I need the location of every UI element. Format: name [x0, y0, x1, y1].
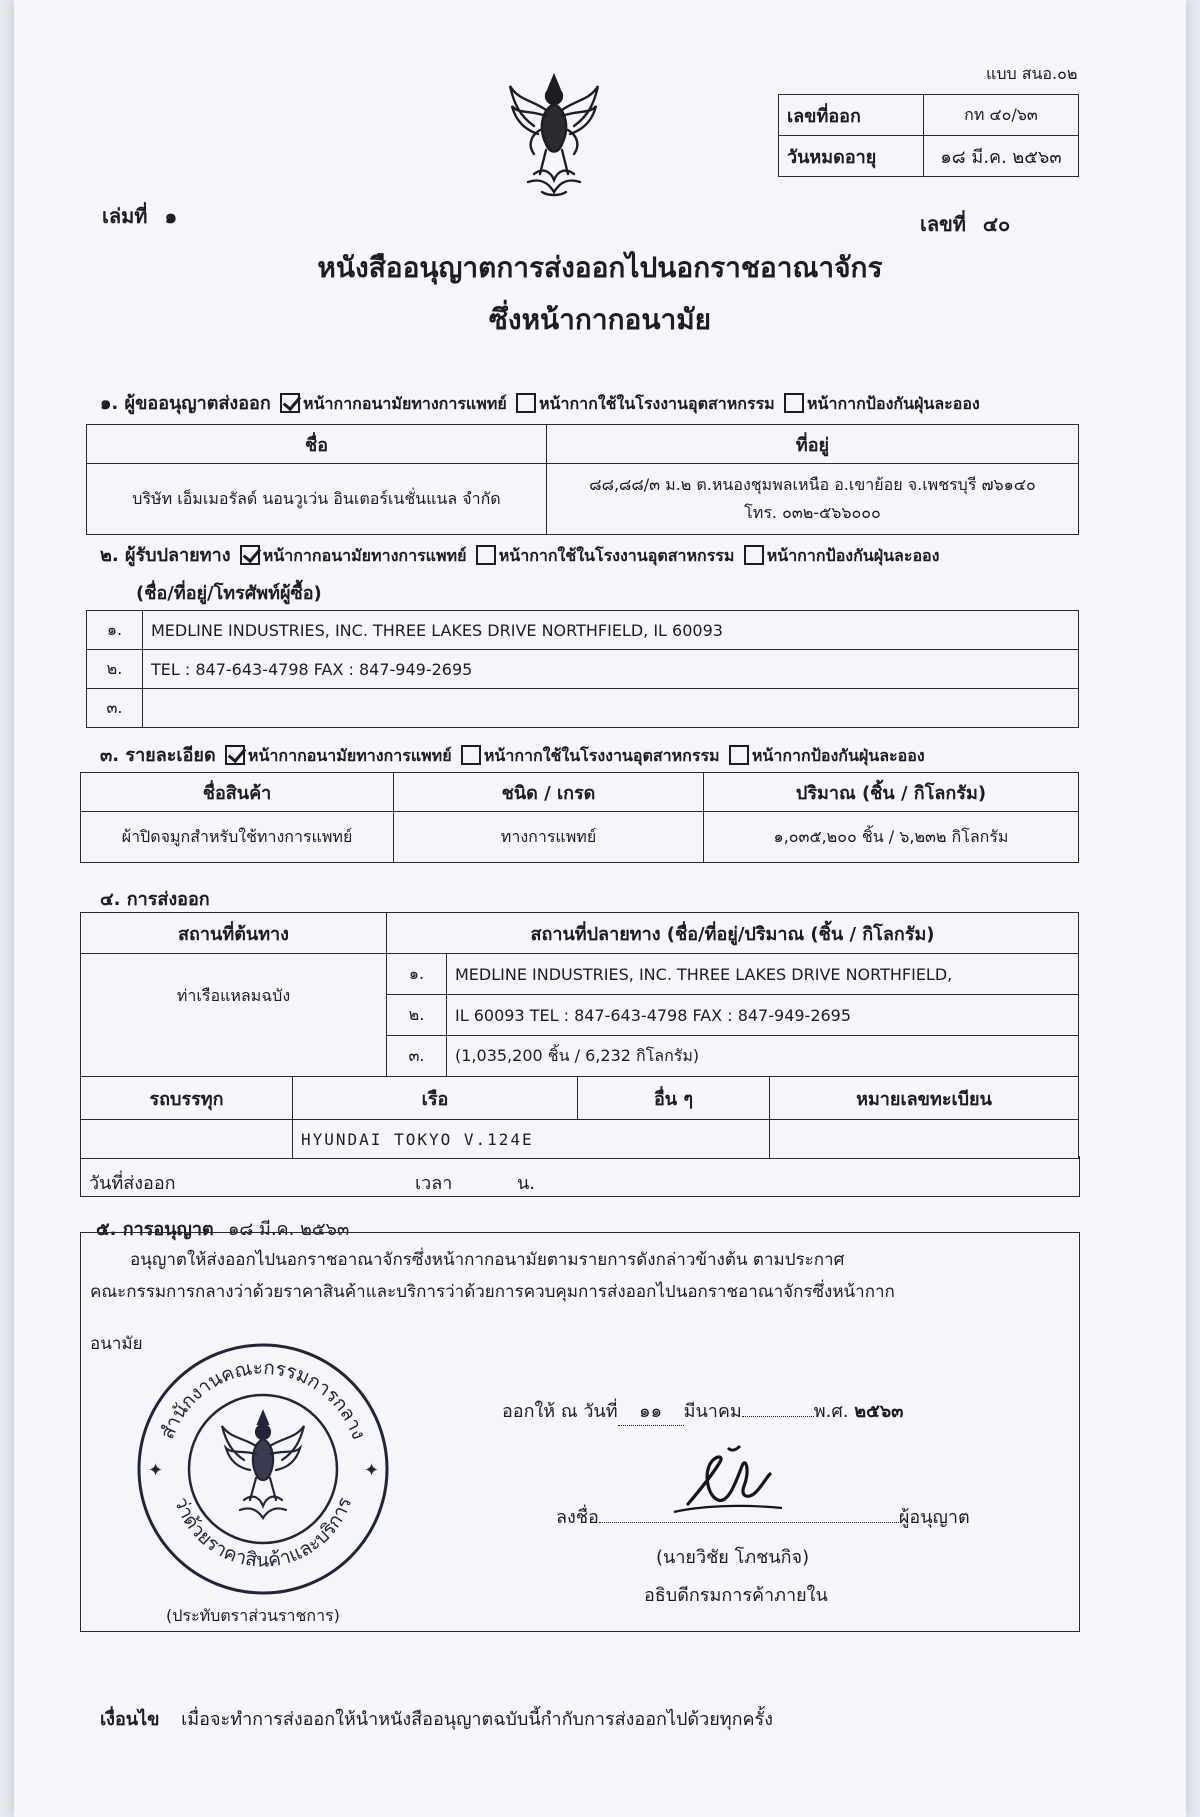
row-number: ๑. [387, 954, 447, 995]
consignee-row [87, 689, 1079, 728]
product-grade: ทางการแพทย์ [394, 812, 704, 863]
svg-text:✦: ✦ [364, 1460, 380, 1481]
seal-text-top: สำนักงานคณะกรรมการกลาง [156, 1356, 370, 1443]
permission-para-1: อนุญาตให้ส่งออกไปนอกราชอาณาจักรซึ่งหน้ากากอนามัยตามรายการดังกล่าวข้างต้น ตามประกาศ [130, 1250, 845, 1270]
number-label: เลขที่ [920, 212, 966, 236]
time-unit: น. [517, 1173, 536, 1194]
export-date-label: วันที่ส่งออก [89, 1173, 176, 1194]
origin-header: สถานที่ต้นทาง [81, 913, 387, 954]
row-number: ๒. [87, 650, 143, 689]
name-header: ชื่อ [87, 425, 547, 464]
applicant-address [547, 464, 1079, 535]
product-quantity: ๑,๐๓๕,๒๐๐ ชิ้น / ๖,๒๓๒ กิโลกรัม [704, 812, 1079, 863]
permission-para-3: อนามัย [90, 1334, 143, 1354]
section3-table [80, 772, 1079, 863]
government-seal-icon [132, 1338, 394, 1600]
row-number: ๓. [87, 689, 143, 728]
row-number: ๑. [87, 611, 143, 650]
truck-header: รถบรรทุก [81, 1077, 293, 1120]
other-header: อื่น ๆ [578, 1077, 770, 1120]
product-header: ชื่อสินค้า [81, 773, 394, 812]
issued-date-line [502, 1396, 903, 1426]
option-dust: หน้ากากป้องกันฝุ่นละออง [806, 394, 980, 413]
form-code: แบบ สนอ.๐๒ [986, 64, 1078, 83]
export-date-row [80, 1156, 1080, 1197]
row-number: ๓. [387, 1036, 447, 1077]
seal-caption: (ประทับตราส่วนราชการ) [166, 1606, 340, 1625]
checkbox-medical-checked-icon [225, 745, 245, 765]
row-number: ๒. [387, 995, 447, 1036]
title-line-1: หนังสืออนุญาตการส่งออกไปนอกราชอาณาจักร [317, 251, 883, 284]
section4-label: ๔. การส่งออก [100, 889, 210, 910]
checkbox-dust-icon [784, 393, 804, 413]
section4-table [80, 912, 1079, 1077]
option-dust: หน้ากากป้องกันฝุ่นละออง [766, 546, 940, 565]
book-label: เล่มที่ [102, 204, 148, 228]
section5-label: ๕. การอนุญาต [96, 1219, 214, 1240]
address-header: ที่อยู่ [547, 425, 1079, 464]
section2-sub: (ชื่อ/ที่อยู่/โทรศัพท์ผู้ซื้อ) [136, 583, 322, 604]
section2-table [86, 610, 1079, 728]
condition-text: เมื่อจะทำการส่งออกให้นำหนังสืออนุญาตฉบับนี้กำกับการส่งออกไปด้วยทุกครั้ง [181, 1709, 774, 1730]
destination-line: (1,035,200 ชิ้น / 6,232 กิโลกรัม) [447, 1036, 1079, 1077]
section3-heading [100, 740, 925, 769]
consignee-line [143, 689, 1079, 728]
address-line-2: โทร. ๐๓๒-๕๖๖๐๐๐ [744, 503, 881, 522]
garuda-emblem-icon [506, 70, 602, 202]
condition-line [100, 1704, 773, 1733]
registration-header: หมายเลขทะเบียน [770, 1077, 1079, 1120]
svg-text:✦: ✦ [148, 1460, 164, 1481]
checkbox-medical-checked-icon [240, 545, 260, 565]
destination-line: MEDLINE INDUSTRIES, INC. THREE LAKES DRIVE NORTHFIELD, [447, 954, 1079, 995]
checkbox-medical-checked-icon [280, 393, 300, 413]
section3-label: ๓. รายละเอียด [100, 745, 216, 766]
origin-value: ท่าเรือแหลมฉบัง [81, 954, 387, 1077]
number-value: ๔๐ [982, 212, 1011, 236]
destination-line: IL 60093 TEL : 847-643-4798 FAX : 847-949-2695 [447, 995, 1079, 1036]
consignee-line: MEDLINE INDUSTRIES, INC. THREE LAKES DRIVE NORTHFIELD, IL 60093 [143, 611, 1079, 650]
consignee-row [87, 611, 1079, 650]
section1-label: ๑. ผู้ขออนุญาตส่งออก [100, 393, 271, 414]
section1-heading [100, 388, 980, 417]
option-industrial: หน้ากากใช้ในโรงงานอุตสาหกรรม [538, 394, 775, 413]
permit-document [14, 0, 1186, 1817]
address-line-1: ๘๘,๘๘/๓ ม.๒ ต.หนองชุมพลเหนือ อ.เขาย้อย จ.เพชรบุรี ๗๖๑๔๐ [589, 475, 1036, 494]
issue-no-value: กท ๔๐/๖๓ [924, 95, 1079, 136]
sign-line [556, 1502, 970, 1531]
option-industrial: หน้ากากใช้ในโรงงานอุตสาหกรรม [498, 546, 735, 565]
given-year-prefix: พ.ศ. [813, 1401, 849, 1422]
signer-name: (นายวิชัย โภชนกิจ) [656, 1547, 810, 1568]
book-value: ๑ [164, 204, 178, 228]
section2-label: ๒. ผู้รับปลายทาง [100, 545, 231, 566]
product-name: ผ้าปิดจมูกสำหรับใช้ทางการแพทย์ [81, 812, 394, 863]
given-day: ๑๑ [618, 1396, 684, 1426]
permission-para-2: คณะกรรมการกลางว่าด้วยราคาสินค้าและบริการว่าด้วยการควบคุมการส่งออกไปนอกราชอาณาจักรซึ่งหน้ากาก [90, 1282, 895, 1302]
doc-number [920, 208, 1010, 240]
checkbox-dust-icon [729, 745, 749, 765]
section1-table [86, 424, 1079, 535]
time-label: เวลา [415, 1173, 453, 1194]
quantity-header: ปริมาณ (ชิ้น / กิโลกรัม) [704, 773, 1079, 812]
expiry-label: วันหมดอายุ [779, 136, 924, 177]
option-medical: หน้ากากอนามัยทางการแพทย์ [262, 546, 467, 565]
expiry-value: ๑๘ มี.ค. ๒๕๖๓ [924, 136, 1079, 177]
seal-text-bottom: ว่าด้วยราคาสินค้าและบริการ [169, 1494, 357, 1572]
approver-label: ผู้อนุญาต [898, 1507, 970, 1528]
checkbox-industrial-icon [461, 745, 481, 765]
signer-title: อธิบดีกรมการค้าภายใน [644, 1585, 828, 1606]
title-line-2: ซึ่งหน้ากากอนามัย [488, 303, 712, 336]
condition-label: เงื่อนไข [100, 1709, 160, 1730]
book-number [102, 200, 177, 232]
applicant-name: บริษัท เอ็มเมอรัลด์ นอนวูเว่น อินเตอร์เนชั่นแนล จำกัด [87, 464, 547, 535]
ship-value: HYUNDAI TOKYO V.124E [293, 1120, 770, 1159]
section2-heading [100, 540, 939, 569]
transport-table [80, 1076, 1079, 1159]
registration-value [770, 1120, 1079, 1159]
checkbox-industrial-icon [516, 393, 536, 413]
given-prefix: ออกให้ ณ วันที่ [502, 1401, 618, 1422]
section5-date: ๑๘ มี.ค. ๒๕๖๓ [227, 1219, 350, 1240]
issue-no-label: เลขที่ออก [779, 95, 924, 136]
destination-header: สถานที่ปลายทาง (ชื่อ/ที่อยู่/ปริมาณ (ชิ้น / กิโลกรัม) [387, 913, 1079, 954]
truck-value [81, 1120, 293, 1159]
given-month: มีนาคม [683, 1401, 742, 1422]
grade-header: ชนิด / เกรด [394, 773, 704, 812]
option-medical: หน้ากากอนามัยทางการแพทย์ [303, 394, 507, 413]
consignee-line: TEL : 847-643-4798 FAX : 847-949-2695 [143, 650, 1079, 689]
given-year: ๒๕๖๓ [854, 1401, 904, 1422]
option-medical: หน้ากากอนามัยทางการแพทย์ [247, 746, 452, 765]
issue-box [778, 94, 1079, 177]
consignee-row [87, 650, 1079, 689]
checkbox-dust-icon [744, 545, 764, 565]
checkbox-industrial-icon [476, 545, 496, 565]
ship-header: เรือ [293, 1077, 578, 1120]
sign-label: ลงชื่อ [556, 1507, 599, 1528]
option-industrial: หน้ากากใช้ในโรงงานอุตสาหกรรม [483, 746, 720, 765]
option-dust: หน้ากากป้องกันฝุ่นละออง [751, 746, 925, 765]
